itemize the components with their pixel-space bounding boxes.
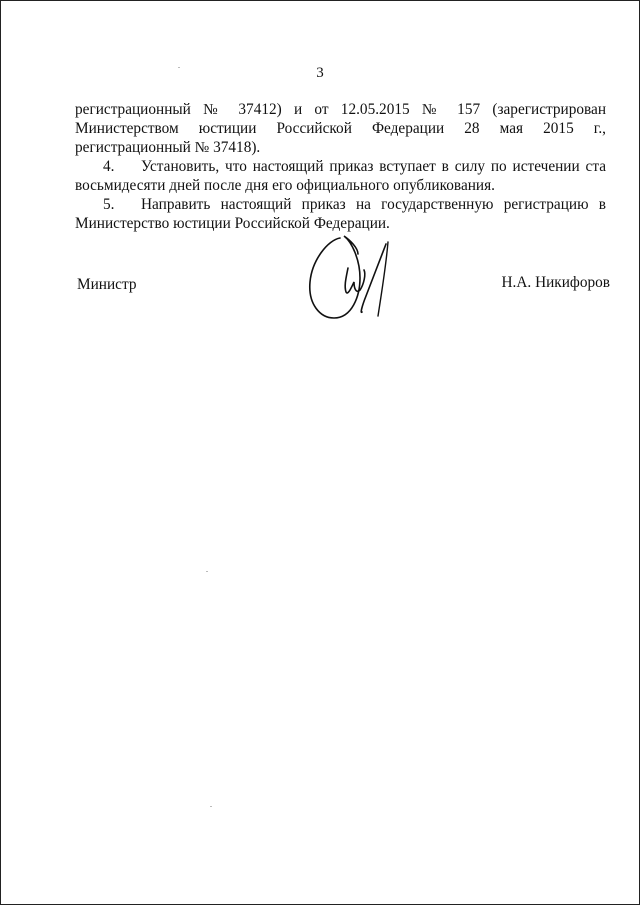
scan-speck [178,67,180,68]
list-item-5-number: 5. [103,196,115,213]
list-item-4-text: Установить, что настоящий приказ вступает в силу по истечении ста восьмидесяти дней после дня его официального опубликования. [75,158,606,194]
signatory-name: Н.А. Никифоров [501,274,610,291]
document-body [75,100,606,233]
scan-speck [210,806,212,807]
position-title: Министр [77,276,137,293]
list-item-5-text: Направить настоящий приказ на государственную регистрацию в Министерство юстиции Российской Федерации. [75,196,606,232]
page-number: 3 [316,65,324,81]
list-item-4-number: 4. [103,158,115,175]
signature-icon [300,226,410,326]
list-item-4 [75,157,606,195]
paragraph-continuation: регистрационный № 37412) и от 12.05.2015 № 157 (зарегистрирован Министерством юстиции Российской Федерации 28 мая 2015 г., регистрационный № 37418). [75,101,606,156]
scan-speck [206,571,208,572]
